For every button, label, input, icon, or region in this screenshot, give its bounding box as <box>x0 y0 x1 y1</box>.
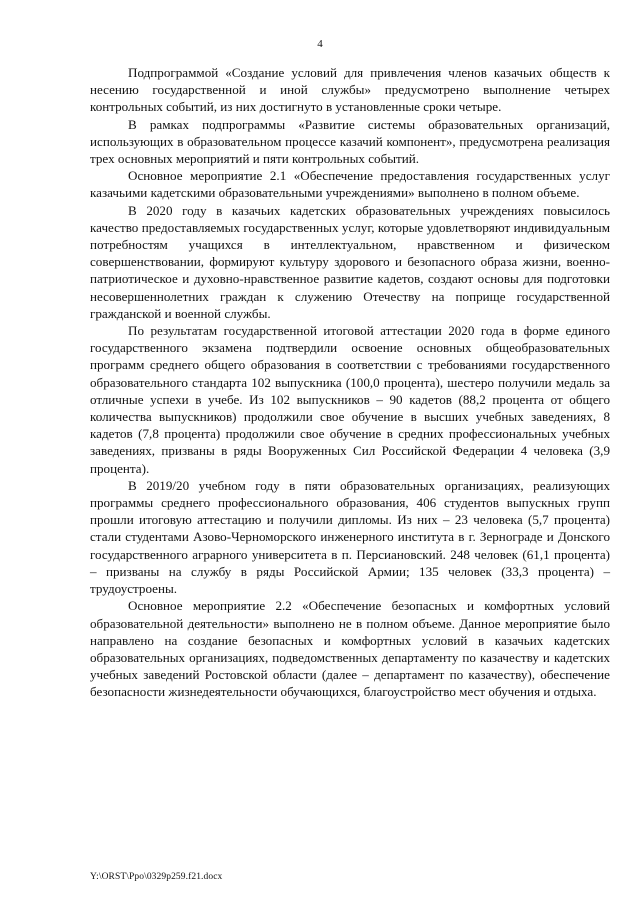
paragraph-exam-results: По результатам государственной итоговой аттестации 2020 года в форме единого государственного экзамена подтвердили освоение основных общеобразовательных программ среднего общего образования в соответствии с требованиями государственного образовательного стандарта 102 выпускника (100,0 процента), шестеро получили медаль за отличные успехи в учебе. Из 102 выпускников – 90 кадетов (88,2 процента от общего количества выпускников) продолжили свое обучение в высших учебных заведениях, 8 кадетов (7,8 процента) продолжили свое обучение в средних профессиональных учебных заведениях, призваны в ряды Вооруженных Сил Российской Федерации 4 человека (3,9 процента). <box>90 323 610 476</box>
paragraph-2020-quality: В 2020 году в казачьих кадетских образовательных учреждениях повысилось качество предоставляемых государственных услуг, которые удовлетворяют индивидуальным потребностям учащихся в интеллектуальном, нравственном и физическом совершенствовании, формируют культуру здорового и безопасного образа жизни, военно-патриотическое и духовно-нравственное развитие кадетов, создают основы для подготовки несовершеннолетних граждан к служению Отечеству на поприще государственной гражданской и военной службы. <box>90 202 610 321</box>
paragraph-subprogram-education-system: В рамках подпрограммы «Развитие системы образовательных организаций, использующих в образовательном процессе казачий компонент», предусмотрена реализация трех основных мероприятий и пяти контрольных событий. <box>90 116 610 167</box>
document-body <box>90 64 610 701</box>
paragraph-subprogram-cossack-service: Подпрограммой «Создание условий для привлечения членов казачьих обществ к несению государственной и иной службы» предусмотрено выполнение четырех контрольных событий, из них достигнуто в установленные сроки четыре. <box>90 65 610 115</box>
footer-file-path: Y:\ORST\Ppo\0329p259.f21.docx <box>90 872 223 882</box>
paragraph-vocational-graduates: В 2019/20 учебном году в пяти образовательных организациях, реализующих программы среднего профессионального образования, 406 студентов выпускных групп прошли итоговую аттестацию и получили дипломы. Из них – 23 человека (5,7 процента) стали студентами Азово-Черноморского инженерного института в г. Зернограде и Донского государственного аграрного университета в п. Персиановский. 248 человек (61,1 процента) – призваны на службу в ряды Российской Армии; 135 человек (33,3 процента) – трудоустроены. <box>90 477 610 597</box>
paragraph-measure-2-1: Основное мероприятие 2.1 «Обеспечение предоставления государственных услуг казачьими кадетскими образовательными учреждениями» выполнено в полном объеме. <box>90 168 610 201</box>
paragraph-measure-2-2: Основное мероприятие 2.2 «Обеспечение безопасных и комфортных условий образовательной деятельности» выполнено не в полном объеме. Данное мероприятие было направлено на создание безопасных и комфортных условий в казачьих кадетских образовательных организациях, подведомственных департаменту по казачеству и кадетских учебных заведений Ростовской области (далее – департамент по казачеству), обеспечение безопасности жизнедеятельности обучающихся, благоустройство мест обучения и отдыха. <box>90 598 610 700</box>
page-number: 4 <box>317 38 323 50</box>
